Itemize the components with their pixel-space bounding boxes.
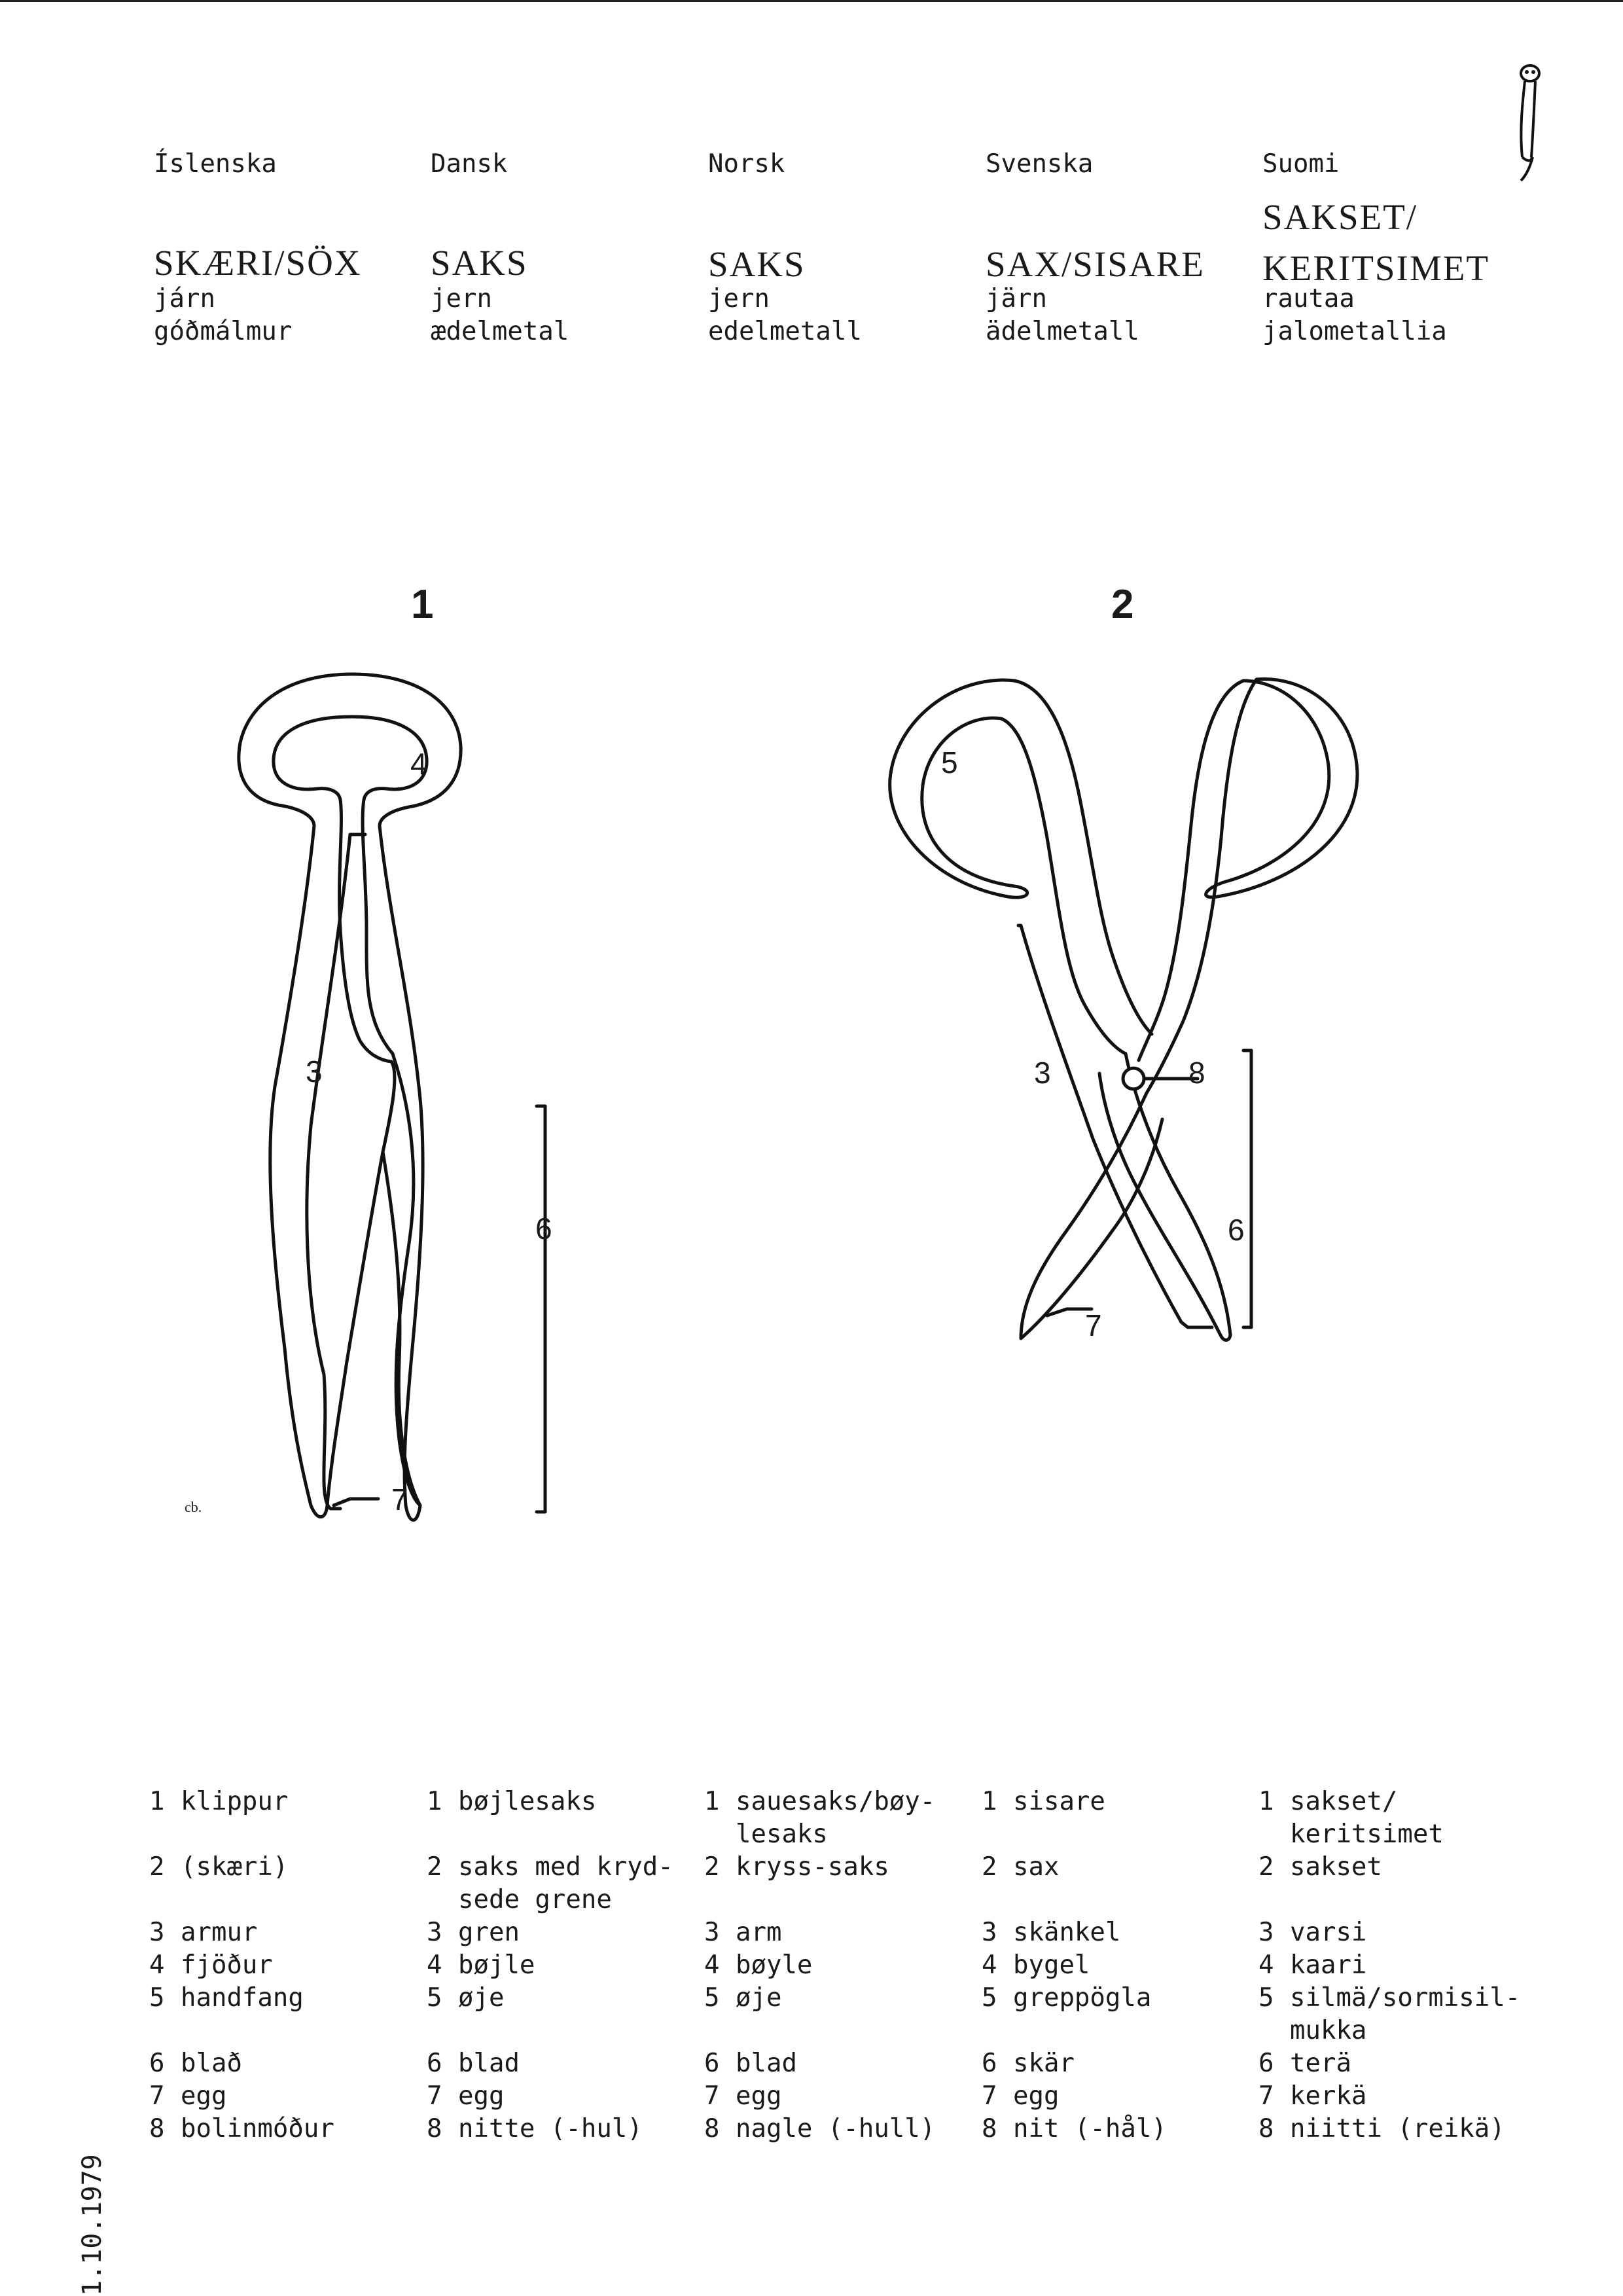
vocab-item: 7 egg [982,2081,1060,2111]
vocab-column-danish [427,1785,702,2145]
vocab-item: 8 nitte (-hul) [427,2114,643,2144]
materials-icelandic [154,283,292,348]
title-swedish: SAX/SISARE [986,244,1205,284]
vocab-item: 5 øje [427,1983,505,2013]
vocab-item: 5 silmä/sormisil- mukka [1258,1983,1521,2045]
lang-header-icelandic: Íslenska [154,149,277,179]
vocab-item: 8 nit (-hål) [982,2114,1167,2144]
material-precious-metal: góðmálmur [154,317,293,346]
vocab-item: 6 skär [982,2049,1075,2078]
vocab-item: 3 arm [704,1918,782,1947]
figure-2-scissors-drawing [851,668,1427,1361]
figure-1-bow-shears-drawing [183,655,609,1558]
vocab-item: 3 skänkel [982,1918,1121,1947]
vocab-item: 8 bolinmóður [149,2114,334,2144]
vocab-column-norwegian [704,1785,979,2145]
fig1-label-bow: 4 [410,747,427,781]
material-precious-metal: ædelmetal [431,317,569,346]
title-danish: SAKS [431,243,528,283]
fig2-label-edge: 7 [1085,1308,1102,1342]
vocab-item: 1 sauesaks/bøy- lesaks [704,1787,936,1849]
materials-norwegian [708,283,862,348]
lang-header-finnish: Suomi [1262,149,1340,179]
top-rule [0,0,1623,2]
vocab-item: 4 kaari [1258,1950,1367,1980]
figure-2-number: 2 [1111,582,1134,627]
vocab-item: 2 kryss-saks [704,1852,889,1882]
title-finnish-line2: KERITSIMET [1262,248,1489,288]
fig2-label-arm: 3 [1034,1056,1051,1090]
vocab-column-finnish [1258,1785,1533,2145]
vocab-item: 4 bøyle [704,1950,813,1980]
material-iron: rautaa [1262,284,1355,314]
lang-header-norwegian: Norsk [708,149,785,179]
materials-finnish [1262,283,1447,348]
materials-swedish [986,283,1139,348]
fig2-label-rivet: 8 [1188,1056,1205,1090]
vocab-item: 1 sakset/ keritsimet [1258,1787,1444,1849]
title-norwegian: SAKS [708,244,806,284]
vocab-item: 3 armur [149,1918,258,1947]
vocab-item: 2 (skæri) [149,1852,289,1882]
vocab-item: 8 nagle (-hull) [704,2114,936,2144]
lang-header-danish: Dansk [431,149,508,179]
artist-mark: cb. [185,1499,202,1515]
materials-danish [431,283,569,348]
fig1-label-blade: 6 [535,1211,552,1246]
vocab-item: 6 blað [149,2049,242,2078]
date-stamp: 1.10.1979 [77,2154,107,2296]
vocab-column-swedish [982,1785,1257,2145]
vocab-item: 7 kerkä [1258,2081,1367,2111]
vocab-item: 4 bygel [982,1950,1090,1980]
material-precious-metal: edelmetall [708,317,862,346]
vocab-item: 4 fjöður [149,1950,273,1980]
vocab-item: 1 bøjlesaks [427,1787,597,1816]
vocab-item: 1 klippur [149,1787,289,1816]
vocab-item: 6 terä [1258,2049,1351,2078]
vocab-item: 7 egg [427,2081,505,2111]
title-finnish-line1: SAKSET/ [1262,197,1418,237]
figure-1-number: 1 [411,582,434,627]
vocab-item: 6 blad [427,2049,520,2078]
vocab-item: 2 sakset [1258,1852,1382,1882]
fig1-label-arm: 3 [306,1054,323,1088]
vocab-item: 5 øje [704,1983,782,2013]
vocab-item: 8 niitti (reikä) [1258,2114,1505,2144]
vocab-column-icelandic [149,1785,424,2145]
fig2-label-handle: 5 [941,745,958,780]
vocab-item: 7 egg [149,2081,227,2111]
vocab-item: 5 handfang [149,1983,304,2013]
material-precious-metal: ädelmetall [986,317,1139,346]
vocab-item: 2 saks med kryd- sede grene [427,1852,673,1914]
material-iron: járn [154,284,215,314]
vocab-item: 5 greppögla [982,1983,1152,2013]
fig1-label-edge: 7 [391,1482,408,1516]
vocab-item: 2 sax [982,1852,1060,1882]
material-iron: jern [431,284,492,314]
lang-header-swedish: Svenska [986,149,1094,179]
vocab-item: 3 gren [427,1918,520,1947]
material-iron: jern [708,284,770,314]
title-icelandic: SKÆRI/SÖX [154,243,362,283]
fig2-label-blade: 6 [1228,1213,1245,1247]
vocab-item: 4 bøjle [427,1950,535,1980]
vocab-item: 7 egg [704,2081,782,2111]
vocab-item: 1 sisare [982,1787,1105,1816]
vocab-item: 3 varsi [1258,1918,1367,1947]
material-precious-metal: jalometallia [1262,317,1447,346]
corner-emblem-icon [1505,59,1551,183]
vocab-item: 6 blad [704,2049,797,2078]
material-iron: järn [986,284,1047,314]
